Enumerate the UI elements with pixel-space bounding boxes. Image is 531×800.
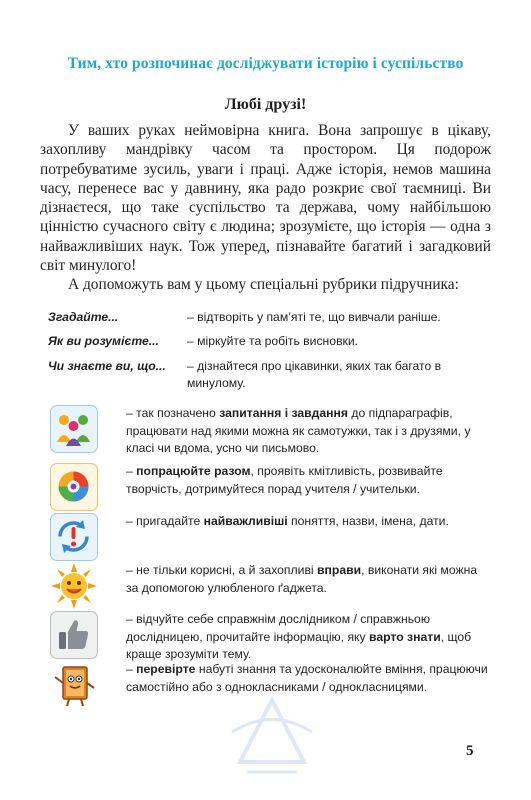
exclamation-arrows-icon bbox=[50, 513, 98, 561]
legend-text-part: – відчуйте себе справжнім дослідником / справжньою дослідницею, прочитайте інформацію, яку bbox=[126, 612, 430, 644]
legend-text bbox=[126, 611, 488, 664]
legend-text-part: – пригадайте bbox=[126, 514, 204, 528]
legend-text-part: , виконати які можна за допомогою улюбленого ґаджета. bbox=[126, 563, 478, 595]
legend-text bbox=[126, 463, 488, 498]
rubric-term: Як ви розумієте... bbox=[48, 334, 159, 348]
legend-text-part: набуті знання та удосконалюйте вміння, працюючи самостійно або з однокласниками / однокласницями. bbox=[126, 662, 488, 694]
thumbs-up-icon bbox=[50, 611, 98, 659]
rubric-description: – міркуйте та робіть висновки. bbox=[187, 334, 359, 348]
group-people-icon bbox=[50, 405, 98, 453]
intro-text bbox=[40, 121, 491, 295]
intro-paragraph: У ваших руках неймовірна книга. Вона запрошує в цікаву, захопливу мандрівку часом та простором. Ця подорож потребуватиме зусиль, уваги і праці. Адже історія, немов машина часу, перенесе вас у давнину, яка радо розкриє свої таємниці. Ви дізнаєтеся, що таке суспільство та держава, чому найбільшою цінністю сучасного світу є людина; зрозумієте, що історія — одна з найважливіших наук. Тож уперед, пізнавайте багатий і загадковий світ минулого! bbox=[40, 122, 491, 275]
legend-text-part: – не тільки корисні, а й захопливі bbox=[126, 563, 318, 577]
rubric-description: – дізнайтеся про цікавинки, яких так багато в минулому. bbox=[187, 359, 442, 390]
legend-text-part: – так позначено bbox=[126, 406, 220, 420]
legend-text bbox=[126, 661, 488, 696]
legend-keyword: варто знати bbox=[369, 629, 441, 644]
rubric-description: – відтворіть у пам’яті те, що вивчали раніше. bbox=[187, 310, 441, 324]
page-number: 5 bbox=[466, 743, 474, 759]
palette-icon bbox=[50, 463, 98, 511]
greeting: Любі друзі! bbox=[224, 96, 307, 113]
legend-text-part: , проявіть кмітливість, розвивайте творчість, дотримуйтеся порад учителя / учительки. bbox=[126, 464, 443, 496]
legend-text-part: поняття, назви, імена, дати. bbox=[287, 514, 449, 528]
publisher-watermark bbox=[212, 692, 332, 780]
legend-keyword: вправи bbox=[317, 563, 362, 577]
book-character-icon bbox=[50, 661, 98, 709]
legend-text bbox=[126, 405, 488, 458]
page-heading: Тим, хто розпочинає досліджувати історію і суспільство bbox=[67, 55, 464, 72]
legend-text bbox=[126, 562, 488, 597]
legend-keyword: запитання і завдання bbox=[219, 406, 348, 420]
legend-keyword: перевірте bbox=[136, 662, 196, 676]
intro-paragraph: А допоможуть вам у цьому спеціальні рубрики підручника: bbox=[68, 276, 459, 294]
legend-text-part: до підпараграфів, працювати над якими можна як самотужки, так і з друзями, у класі чи вдома, усно чи письмово. bbox=[126, 406, 471, 455]
legend-keyword: попрацюйте разом bbox=[136, 464, 251, 478]
legend-text-part: – bbox=[126, 662, 137, 676]
legend-text bbox=[126, 513, 488, 531]
legend-keyword: найважливіші bbox=[203, 514, 288, 528]
rubric-term: Чи знаєте ви, що... bbox=[48, 359, 166, 373]
sun-icon bbox=[50, 562, 98, 610]
legend-text-part: – bbox=[126, 464, 137, 478]
rubric-term: Згадайте... bbox=[48, 310, 119, 324]
legend-text-part: , щоб краще зрозуміти тему. bbox=[126, 629, 472, 661]
